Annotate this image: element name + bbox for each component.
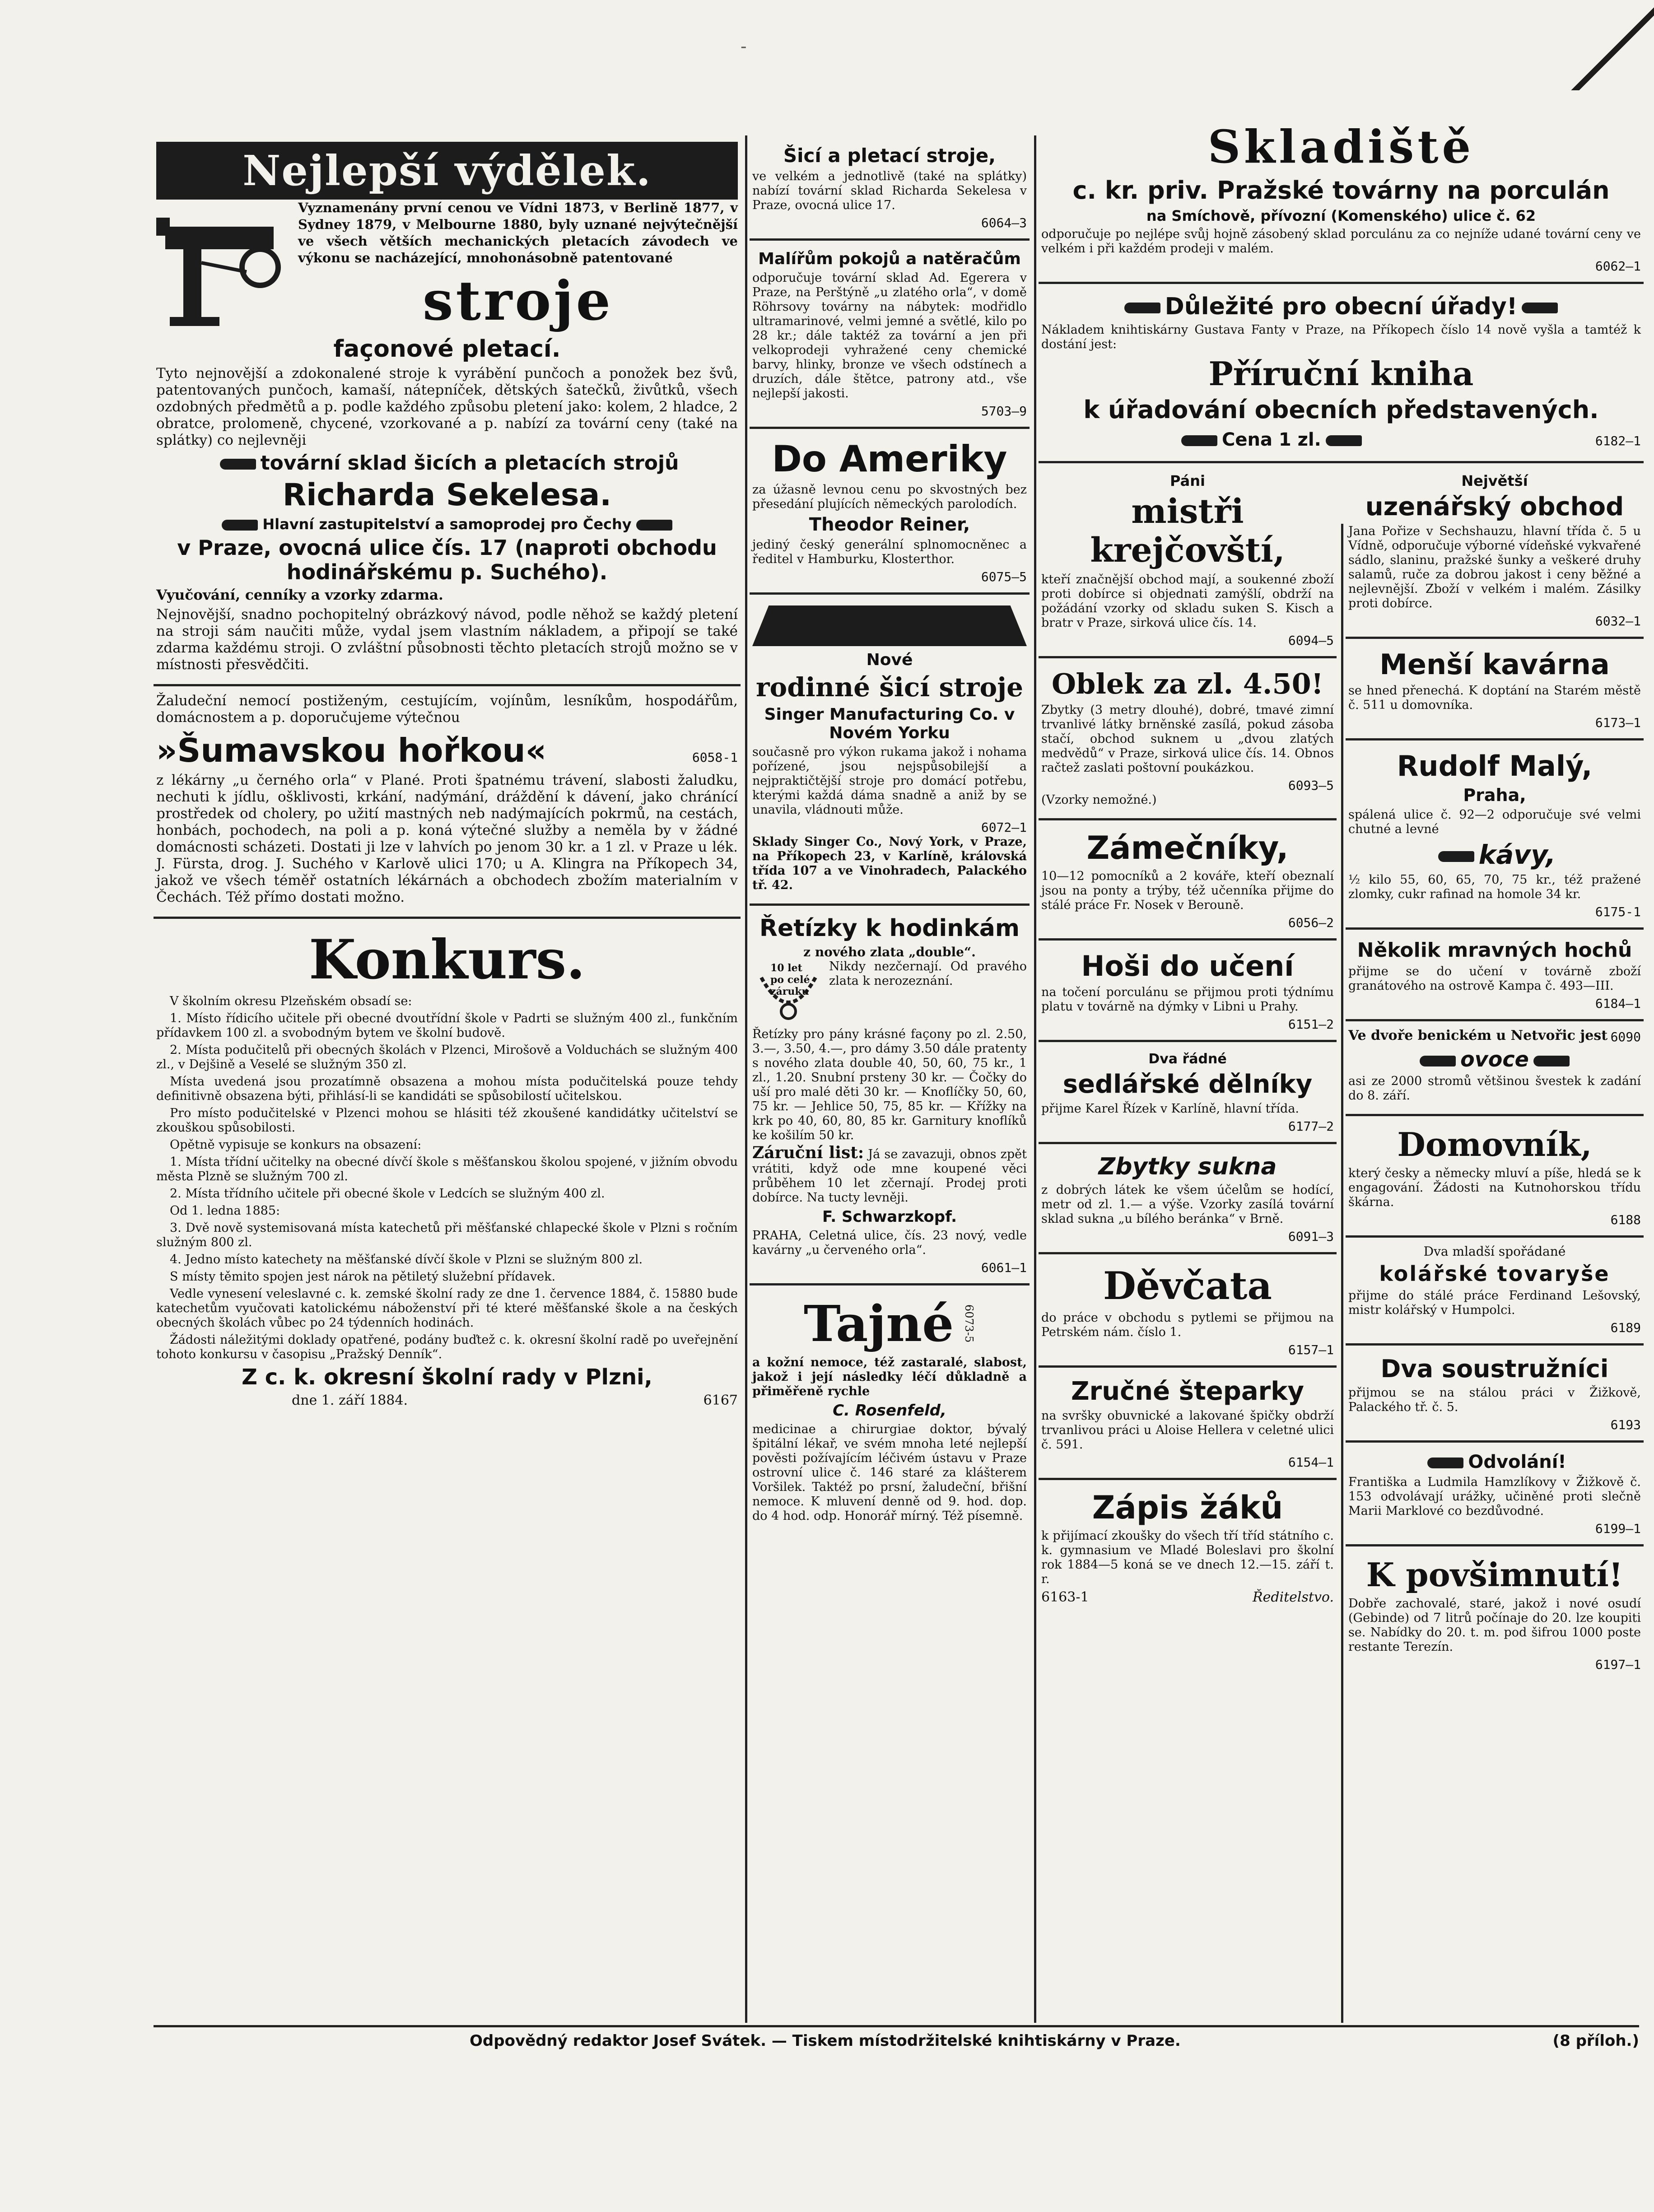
ad-title: Zručné šteparky [1071,1377,1304,1406]
pointing-hand-icon [1427,1458,1463,1468]
ad-number: 6151—2 [1288,1017,1334,1032]
ad-company: Singer Manufacturing Co. v Novém Yorku [764,705,1015,742]
ad-knitting-machines [154,135,741,686]
ad-subtitle: façonové pletací. [333,335,561,363]
ad-title: Nejlepší výdělek. [156,142,738,200]
ad-firm-name: Richarda Sekelesa. [282,477,612,513]
column-3-left [1039,463,1341,1680]
ad-address: na Smíchově, přívozní (Komenského) ulice č. 62 [1146,207,1536,224]
ad-body: odporučuje tovární sklad Ad. Egerera v Praze, na Perštýně „u zlatého orla“, v domě Röhrsovy továrny na nábytek: modřidlo ultramarinové, velmi jemné a světlé, kilo po 28 kr.; dále taktéž za tovární a jen při velkoprodeji vyhražené ceny chemické barvy, hlinky, bronze ve všech odstínech a druzích, dále štětce, patrony atd., vše nejlepší jakosti. [752,271,1027,400]
notice-paragraph: V školním okresu Plzeňském obsadí se: [170,994,412,1008]
ad-title: Děvčata [1103,1263,1272,1308]
ad-title: Zbytky sukna [1098,1153,1277,1180]
ad-signature: Ředitelstvo. [1252,1589,1334,1605]
ad-number: 6091—3 [1288,1229,1334,1244]
ad-factory-line: tovární sklad šicích a pletacích strojů [260,452,679,475]
ad-number: 6061—1 [981,1260,1027,1275]
ad-apprentices [1039,941,1337,1042]
ad-body-2: Sklady Singer Co., Nový York, v Praze, na Příkopech 23, v Karlíně, královská třída 107 a ve Vinohradech, Palackého tř. 42. [752,835,1027,892]
ad-title: Dva soustružníci [1380,1355,1609,1383]
ad-title: Malířům pokojů a natěračům [758,250,1021,268]
notice-paragraph: Místa uvedená jsou prozatímně obsazena a mohou místa podučitelská pouze tehdy definitivně obsazena býti, přihlásí-li se kandidáti se spůsobilostí učitelskou. [156,1075,738,1103]
notice-paragraph: 3. Dvě nově systemisovaná místa katechetů při měšťanské chlapecké škole v Plzni s ročním služným 800 zl. [156,1221,738,1249]
pointing-hand-icon [636,520,672,531]
ad-label: Dva mladší spořádané [1423,1244,1566,1259]
ad-number: 6064—3 [981,215,1027,230]
column-divider [1034,135,1036,2023]
badge-text: po celé [770,974,810,986]
ad-title: Několik mravných hochů [1357,939,1632,962]
ad-caretaker [1346,1116,1644,1238]
ad-saddlers [1039,1042,1337,1144]
ad-number: 6073-5 [963,1304,976,1343]
ad-number: 6072—1 [981,820,1027,835]
ad-number: 6058-1 [692,750,738,765]
ad-title: Rudolf Malý, [1397,750,1593,782]
notice-paragraph: 4. Jedno místo katechety na měšťanské dívčí škole v Plzni se služným 800 zl. [170,1253,643,1267]
ad-painters [750,241,1030,429]
ad-porcelain-warehouse [1039,120,1644,284]
pointing-hand-icon [1181,435,1217,446]
ad-body: z lékárny „u černého orla“ v Plané. Proti špatnému trávení, slabosti žaludku, nechuti k jídlu, ošklivosti, krkání, nadýmání, dráždění k dávení, jako chránící prostředek od cholery, po užití mastných neb nadýmajících pokrmů, na cestách, honbách, pochodech, na poli a p. koná výtečné služby a neměla by v žádné domácnosti scházeti. Dostati ji lze v lahvích po jenom 30 kr. a 1 zl. v Praze u lék. J. Fürsta, drog. J. Suchého v Karlově ulici 170; u A. Klingra na Příkopech 34, jakož ve všech téměř ostatních lékárnách a obchodech zbožím materialním v Čechách. Též přímo dostati možno. [156,772,738,905]
ad-number: 6032—1 [1595,614,1641,629]
ad-sewing-machines [750,135,1030,241]
ad-coffee [1346,740,1644,930]
ad-title: Domovník, [1397,1125,1592,1164]
footer-imprint: Odpovědný redaktor Josef Svátek. — Tiskem místodržitelské knihtiskárny v Praze. [470,2032,1181,2050]
column-3-right [1341,463,1644,1680]
ad-title: Hoši do učení [1081,950,1294,983]
ad-address: PRAHA, Celetná ulice, čís. 23 nový, vedle kavárny „u červeného orla“. [752,1229,1027,1257]
notice-paragraph: Opětně vypisuje se konkurs na obsazení: [170,1138,422,1152]
ad-title: Zámečníky, [1086,829,1289,866]
ad-number: 6157—1 [1288,1342,1334,1357]
ad-body: spálená ulice č. 92—2 odporučuje své velmi chutné a levné [1348,808,1641,836]
ad-secret-diseases [750,1285,1030,1534]
notice-paragraph: S místy těmito spojen jest nárok na pětiletý služební přídavek. [170,1270,556,1284]
ad-number: 6188 [1610,1212,1641,1227]
ad-number: 6199—1 [1595,1521,1641,1536]
ad-title: kolářské tovaryše [1379,1262,1610,1286]
ad-side-note: Nikdy nezčernají. Od pravého zlata k nerozeznání. [829,959,1027,988]
ad-competition-notice [154,919,741,1416]
pointing-hand-icon [220,459,256,470]
ad-boys [1346,930,1644,1021]
notice-paragraph: 1. Místa třídní učitelky na obecné dívčí škole s měšťanskou školou spojené, v jižním obvodu města Plzně se služným 700 zl. [156,1155,738,1183]
ad-number: 6189 [1610,1320,1641,1335]
ad-body: 10—12 pomocníků a 2 kováře, kteří obeznalí jsou na ponty a trýby, též učenníka přijme do stálé práce Fr. Nosek v Berouně. [1041,869,1334,912]
ad-number: 6167 [703,1392,738,1408]
ad-number: 6056—2 [1288,915,1334,930]
page-corner-fold [1537,0,1654,90]
pointing-hand-icon [1438,851,1474,862]
pointing-hand-icon [1420,1056,1456,1066]
ad-title: Do Ameriky [772,438,1007,480]
ad-title: Oblek za zl. 4.50! [1051,667,1324,700]
ad-body-2: Já se zavazuji, obnos zpět vrátiti, když ode mne koupené věci průběhem 10 let zčernají. Prodej proti dobírce. Na tucty levněji. [752,1147,1027,1205]
column-2 [750,135,1030,2023]
ad-number: 6093—5 [1288,778,1334,793]
ad-body-2: jediný český generální splnomocněnec a ředitel v Hamburku, Klosterthor. [752,538,1027,566]
ad-locksmiths [1039,820,1337,941]
ad-number: 6182—1 [1595,433,1641,448]
notice-paragraph: Vedle vynesení veleslavné c. k. zemské školní rady ze dne 1. července 1884, č. 15880 bude katechetům vyučovati katolickému náboženství při té které měšťanské škole a na českých obecných školách vůbec po 24 týdenních hodinách. [156,1287,738,1330]
pointing-hand-icon [1124,303,1160,313]
notice-date: dne 1. září 1884. [292,1392,408,1408]
ad-body: se hned přenechá. K doptání na Starém městě č. 511 u domovníka. [1348,684,1641,712]
ad-body: Tyto nejnovější a zdokonalené stroje k vyrábění punčoch a ponožek bez švů, patentovaných punčoch, kamaší, nátepníček, dětských šatečků, živůtků, všech ozdobných předmětů a p. podle každého způsobu pletení jako: kolem, 2 hladce, 2 obratce, prolomeně, chycené, vzorkované a p. nabízí za tovární ceny (také na splátky) co nejlevněji [156,365,738,448]
ad-price: Cena 1 zl. [1222,429,1321,450]
ad-intro: Žaludeční nemocí postiženým, cestujícím, vojínům, lesníkům, hospodářům, domácnostem a p. doporučujeme výtečnou [156,693,738,726]
ad-note: (Vzorky nemožné.) [1041,793,1157,807]
ad-tailors [1039,463,1337,658]
ad-person-name: F. Schwarzkopf. [822,1208,957,1226]
ad-title: uzenářský obchod [1365,492,1624,522]
ad-intro: Vyznamenány první cenou ve Vídni 1873, v Berlině 1877, v Sydney 1879, v Melbourne 1880, byly uznané nejvýtečnější ve všech větších mechanických pletacích závodech ve výkonu se nacházející, mnohonásobně patentované [298,200,738,265]
top-mark: - [741,36,747,57]
ad-label: Dva řádné [1148,1051,1227,1067]
chain-illustration [752,959,825,1027]
ad-number: 6154—1 [1288,1455,1334,1470]
ad-number: 6094—5 [1288,633,1334,648]
ad-retraction [1346,1443,1644,1546]
notice-paragraph: 2. Místa podučitelů při obecných školách v Plzenci, Mirošově a Volduchách se služným 400 zl., v Dejšině a Veselé se služným 350 zl. [156,1043,738,1071]
ad-title: Menší kavárna [1379,648,1610,681]
ad-body: Františka a Ludmila Hamzlíkovy v Žižkově č. 153 odvolávají urážky, učiněné proti slečně Marii Marklové co bezdůvodné. [1348,1475,1641,1518]
knitting-machine-illustration [156,200,292,335]
ad-label: Ve dvoře benickém u Netvořic jest [1348,1028,1608,1043]
ad-title: Konkurs. [309,928,585,992]
ad-label: Největší [1461,472,1528,489]
ad-girls [1039,1254,1337,1368]
ad-big-word: ovoce [1460,1047,1529,1071]
ad-big-title: Příruční kniha [1208,354,1474,393]
ad-wheelwrights [1346,1238,1644,1346]
ad-big-word: kávy, [1478,839,1556,870]
page-footer [154,2025,1639,2059]
ad-label: Páni [1170,472,1205,489]
ad-number: 6175-1 [1595,904,1641,919]
ad-body: přijme do stálé práce Ferdinand Lešovský, mistr kolářský v Humpolci. [1348,1289,1641,1317]
column-divider [745,135,747,2023]
pointing-hand-icon [1326,435,1362,446]
ad-stitchers [1039,1368,1337,1480]
ad-number: 6193 [1610,1417,1641,1432]
ad-cafe [1346,639,1644,740]
ad-body: kteří značnější obchod mají, a soukenné zboží proti dobírce si objednati zamýšlí, obdrží na požádání vzorky od skladu suken S. Kisch a bratr v Praze, sirková ulice čís. 14. [1041,573,1334,630]
ad-title: »Šumavskou hořkou« [156,731,547,769]
ad-sumava-bitters [154,686,741,919]
badge-text: záruku [770,986,809,997]
ad-body: na točení porculánu se přijmou proti týdnímu platu v továrně na dýmky v Libni u Prahy. [1041,985,1334,1014]
notice-paragraph: 1. Místo řídicího učitele při obecné dvoutřídní škole v Padrti se služným 400 zl., funkčním přídavkem 100 zl. a svobodným bytem ve školní budově. [156,1011,738,1040]
ad-singer [750,595,1030,906]
ad-title: Zápis žáků [1092,1489,1283,1526]
notice-signature: Z c. k. okresní školní rady v Plzni, [242,1364,652,1390]
ad-smoked-meats [1346,463,1644,639]
ad-person-name: C. Rosenfeld, [833,1402,946,1420]
ad-label: Záruční list: [752,1143,864,1162]
ad-body: odporučuje po nejlépe svůj hojně zásobený sklad porculánu za co nejníže udané tovární ceny ve velkém i při každém prodeji v malém. [1041,227,1641,256]
ad-body: a kožní nemoce, též zastaralé, slabost, jakož i její následky léčí důkladně a přiměřeně rychle [752,1355,1027,1398]
ad-body: Řetízky pro pány krásné façony po zl. 2.50, 3.—, 3.50, 4.—, pro dámy 3.50 dále pratenty s nového zlata double 40, 50, 60, 75 kr., 1 zl., 1.20. Snubní prsteny 30 kr. — Čočky do uší pro malé děti 30 kr. — Knoflíčky 50, 60, 75 kr. — Jehlice 50, 75, 85 kr. — Křížky na krk po 40, 60, 80, 85 kr. Garnitury knoflíků ke košilím 50 kr. [752,1027,1027,1142]
notice-paragraph: Žádosti náležitými doklady opatřené, podány buďtež c. k. okresní školní radě po uveřejnění tohoto konkursu v časopisu „Pražský Denník“. [156,1333,738,1361]
ad-body-2: Nejnovější, snadno pochopitelný obrázkový návod, podle něhož se každý pletení na stroji sám naučiti může, vydal jsem vlastním nákladem, a připojí se také zdarma každému stroji. O zvláštní působnosti těchto pletacích strojů možno se v místnosti přesvědčiti. [156,606,738,673]
ad-title: Důležité pro obecní úřady! [1165,293,1518,320]
ad-title: rodinné šicí stroje [755,672,1024,703]
column-1 [154,135,741,2023]
ad-body: přijme se do učení v továrně zboží granátového na ostrově Kampa č. 493—III. [1348,964,1641,993]
badge-text: 10 let [770,962,802,974]
pointing-hand-icon [222,520,258,531]
decorative-banner [752,605,1027,646]
notice-paragraph: Pro místo podučitelské v Plzenci mohou se hlásiti též zkoušené kandidátky učitelství se zkouškou spůsobilosti. [156,1106,738,1135]
ad-title: sedlářské dělníky [1062,1070,1313,1099]
ad-america [750,429,1030,595]
ad-teaching: Vyučování, cenníky a vzorky zdarma. [156,587,443,603]
ad-body: přijmou se na stálou práci v Žižkově, Palackého tř. č. 5. [1348,1386,1641,1414]
ad-body: Dobře zachovalé, staré, jakož i nové osudí (Gebinde) od 7 litrů počínaje do 20. lze koupiti se. Nabídky do 20. t. m. pod šifrou 1000 poste restante Terezín. [1348,1597,1641,1654]
ad-fruit [1346,1021,1644,1116]
column-3 [1039,117,1644,2023]
ad-body: Nákladem knihtiskárny Gustava Fanty v Praze, na Příkopech číslo 14 nově vyšla a tamtéž k dostání jest: [1041,323,1641,351]
ad-body: Jana Pořize v Sechshauzu, hlavní třída č. 5 u Vídně, odporučuje výborné vídeňské vykvařené sádlo, slaninu, pražské šunky a veškeré druhy salamů, ruče za dobrou jakost i ceny běžné a nejlevnější. Zboží v velkém i malém. Zásilky proti dobírce. [1348,524,1641,610]
ad-body: současně pro výkon rukama jakož i nohama pořízené, jsou nejspůsobilejší a nejpraktičtější stroje pro domácí potřebu, kterými každá dáma snadně a aniž by se unavila, vládnouti může. [752,745,1027,817]
ad-notice [1346,1546,1644,1680]
ad-number: 6184—1 [1595,996,1641,1011]
ad-body: asi ze 2000 stromů většinou švestek k zadání do 8. září. [1348,1074,1641,1103]
ad-number: 5703—9 [981,404,1027,419]
ad-label: Nové [866,651,913,669]
ad-number: 6197—1 [1595,1657,1641,1672]
ad-number: 6177—2 [1288,1119,1334,1134]
ad-body: za úžasně levnou cenu po skvostných bez přesedání plujících německých parolodích. [752,483,1027,511]
pointing-hand-icon [1533,1056,1570,1066]
ad-person-name: Theodor Reiner, [809,514,970,535]
ad-subtitle: c. kr. priv. Pražské továrny na porculán [1072,176,1610,205]
ad-municipal-handbook [1039,284,1644,463]
ad-body: z dobrých látek ke všem účelům se hodící, metr od zl. 1.— a výše. Vzorky zasílá tovární sklad sukna „u bílého beránka“ v Brně. [1041,1183,1334,1226]
ad-body: k přijímací zkoušky do všech tří tříd státního c. k. gymnasium ve Mladé Boleslavi pro školní rok 1884—5 koná se ve dnech 12.—15. září t. r. [1041,1529,1334,1586]
ad-number: 6062—1 [1595,259,1641,274]
ad-title: Skladiště [1207,120,1475,173]
ad-title: mistři krejčovští, [1090,492,1285,570]
ad-number: 6173—1 [1595,715,1641,730]
ad-subtitle: z nového zlata „double“. [803,945,976,959]
column-3-split [1039,463,1644,1680]
ad-title: K povšimnutí! [1366,1555,1623,1594]
ad-turners [1346,1346,1644,1443]
footer-supplement-count: (8 příloh.) [1552,2032,1639,2050]
ad-suit [1039,658,1337,820]
ad-body: ve velkém a jednotlivě (také na splátky) nabízí tovární sklad Richarda Sekelesa v Praze, ovocná ulice 17. [752,169,1027,212]
ad-title: Tajné [803,1295,954,1353]
ad-address: v Praze, ovocná ulice čís. 17 (naproti obchodu hodinářskému p. Suchého). [177,536,717,584]
ad-body: který česky a německy mluví a píše, hledá se k engagování. Žádosti na Kutnohorskou třídu škárna. [1348,1166,1641,1209]
ad-cloth-remnants [1039,1144,1337,1254]
ad-subtitle: k úřadování obecních představených. [1083,396,1599,424]
notice-paragraph: 2. Místa třídního učitele při obecné škole v Ledcích se služným 400 zl. [170,1187,605,1201]
ad-representation: Hlavní zastupitelství a samoprodej pro Čechy [262,516,632,533]
ad-body-2: ½ kilo 55, 60, 65, 70, 75 kr., též pražené zlomky, cukr rafinad na homole 34 kr. [1348,873,1641,901]
ad-big-word: stroje [422,269,613,333]
ad-body: do práce v obchodu s pytlemi se přijmou na Petrském nám. číslo 1. [1041,1311,1334,1339]
ad-number: 6163-1 [1041,1589,1089,1605]
ad-student-enrollment [1039,1480,1337,1613]
ad-number: 6090 [1610,1029,1641,1044]
pointing-hand-icon [1522,303,1558,313]
notice-paragraph: Od 1. ledna 1885: [170,1204,280,1218]
ad-body-2: medicinae a chirurgiae doktor, bývalý špitální lékař, ve svém mnoha leté nejlepší pověsti požívajícím léčivém ústavu v Praze ostrovní ulice č. 146 staré za klášterem Voršilek. Taktéž po prsní, žaludeční, břišní nemoce. K mluvení denně od 9. hod. dop. do 4 hod. odp. Honorář mírný. Též písemně. [752,1422,1027,1523]
ad-number: 6075—5 [981,569,1027,584]
ad-body: Zbytky (3 metry dlouhé), dobré, tmavé zimní trvanlivé látky brněnské zasílá, pokud zásoba stačí, obchod suknem u „dvou zlatých medvědů“ v Praze, sirková ulice čís. 14. Obnos račtež zaslati poštovní poukázkou. [1041,703,1334,775]
ad-body: na svršky obuvnické a lakované špičky obdrží trvanlivou práci u Aloise Hellera v celetné ulici č. 591. [1041,1409,1334,1452]
ad-city: Praha, [1463,785,1526,805]
ad-title: Šicí a pletací stroje, [783,144,996,167]
ad-title: Řetízky k hodinkám [759,915,1020,942]
ad-body: přijme Karel Řízek v Karlíně, hlavní třída. [1041,1102,1299,1116]
ad-watch-chains [750,906,1030,1285]
ad-title: Odvolání! [1468,1452,1566,1472]
